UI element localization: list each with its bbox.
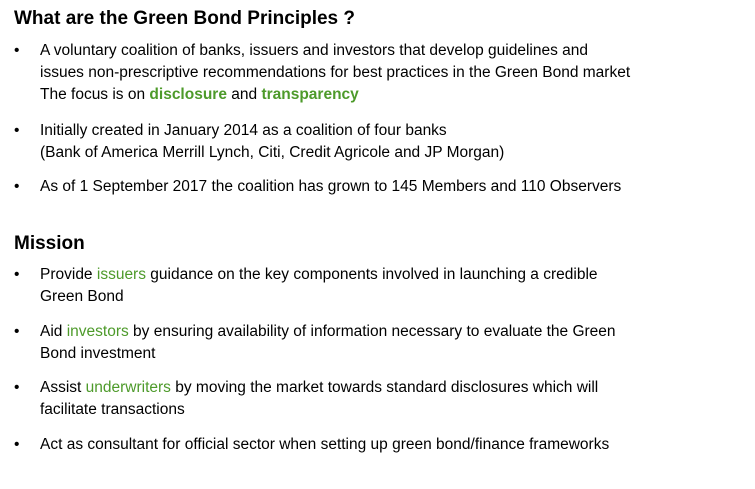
text-run: by ensuring availability of information necessary to evaluate the Green [128, 323, 616, 340]
bullet-line [40, 84, 630, 106]
bullet-text [40, 321, 616, 365]
bullet-dot: • [14, 379, 20, 396]
bullet-line: Act as consultant for official sector when setting up green bond/finance frameworks [40, 436, 610, 453]
text-run: The focus is on [40, 86, 150, 103]
bullet-line: Bond investment [40, 345, 156, 362]
highlight-underwriters: underwriters [85, 379, 171, 396]
highlight-transparency: transparency [261, 86, 359, 103]
bullet-line: (Bank of America Merrill Lynch, Citi, Credit Agricole and JP Morgan) [40, 144, 505, 161]
text-run: by moving the market towards standard disclosures which will [170, 379, 599, 396]
section-heading-green-bond-principles: What are the Green Bond Principles ? [14, 8, 356, 29]
bullet-text [40, 176, 621, 198]
text-run: Provide [40, 266, 97, 283]
bullet-text [40, 40, 630, 106]
text-run: Aid [40, 323, 67, 340]
bullet-line: Initially created in January 2014 as a coalition of four banks [40, 122, 447, 139]
bullet-text [40, 120, 504, 164]
highlight-disclosure: disclosure [149, 86, 227, 103]
bullet-dot: • [14, 266, 20, 283]
bullet-line: issues non-prescriptive recommendations for best practices in the Green Bond market [40, 64, 631, 81]
bullet-text [40, 264, 598, 308]
bullet-line: Green Bond [40, 288, 124, 305]
bullet-line [40, 264, 598, 286]
bullet-line: A voluntary coalition of banks, issuers and investors that develop guidelines and [40, 42, 589, 59]
text-run: guidance on the key components involved in launching a credible [145, 266, 598, 283]
text-run: and [226, 86, 262, 103]
bullet-line: As of 1 September 2017 the coalition has grown to 145 Members and 110 Observers [40, 178, 622, 195]
highlight-issuers: issuers [96, 266, 146, 283]
text-run: Assist [40, 379, 86, 396]
bullet-text [40, 434, 609, 456]
section-heading-mission: Mission [14, 233, 85, 254]
bullet-dot: • [14, 42, 20, 59]
bullet-dot: • [14, 436, 20, 453]
bullet-line [40, 377, 598, 399]
highlight-investors: investors [66, 323, 129, 340]
bullet-line: facilitate transactions [40, 401, 185, 418]
bullet-text [40, 377, 598, 421]
bullet-dot: • [14, 323, 20, 340]
bullet-dot: • [14, 178, 20, 195]
bullet-line [40, 321, 616, 343]
bullet-dot: • [14, 122, 20, 139]
